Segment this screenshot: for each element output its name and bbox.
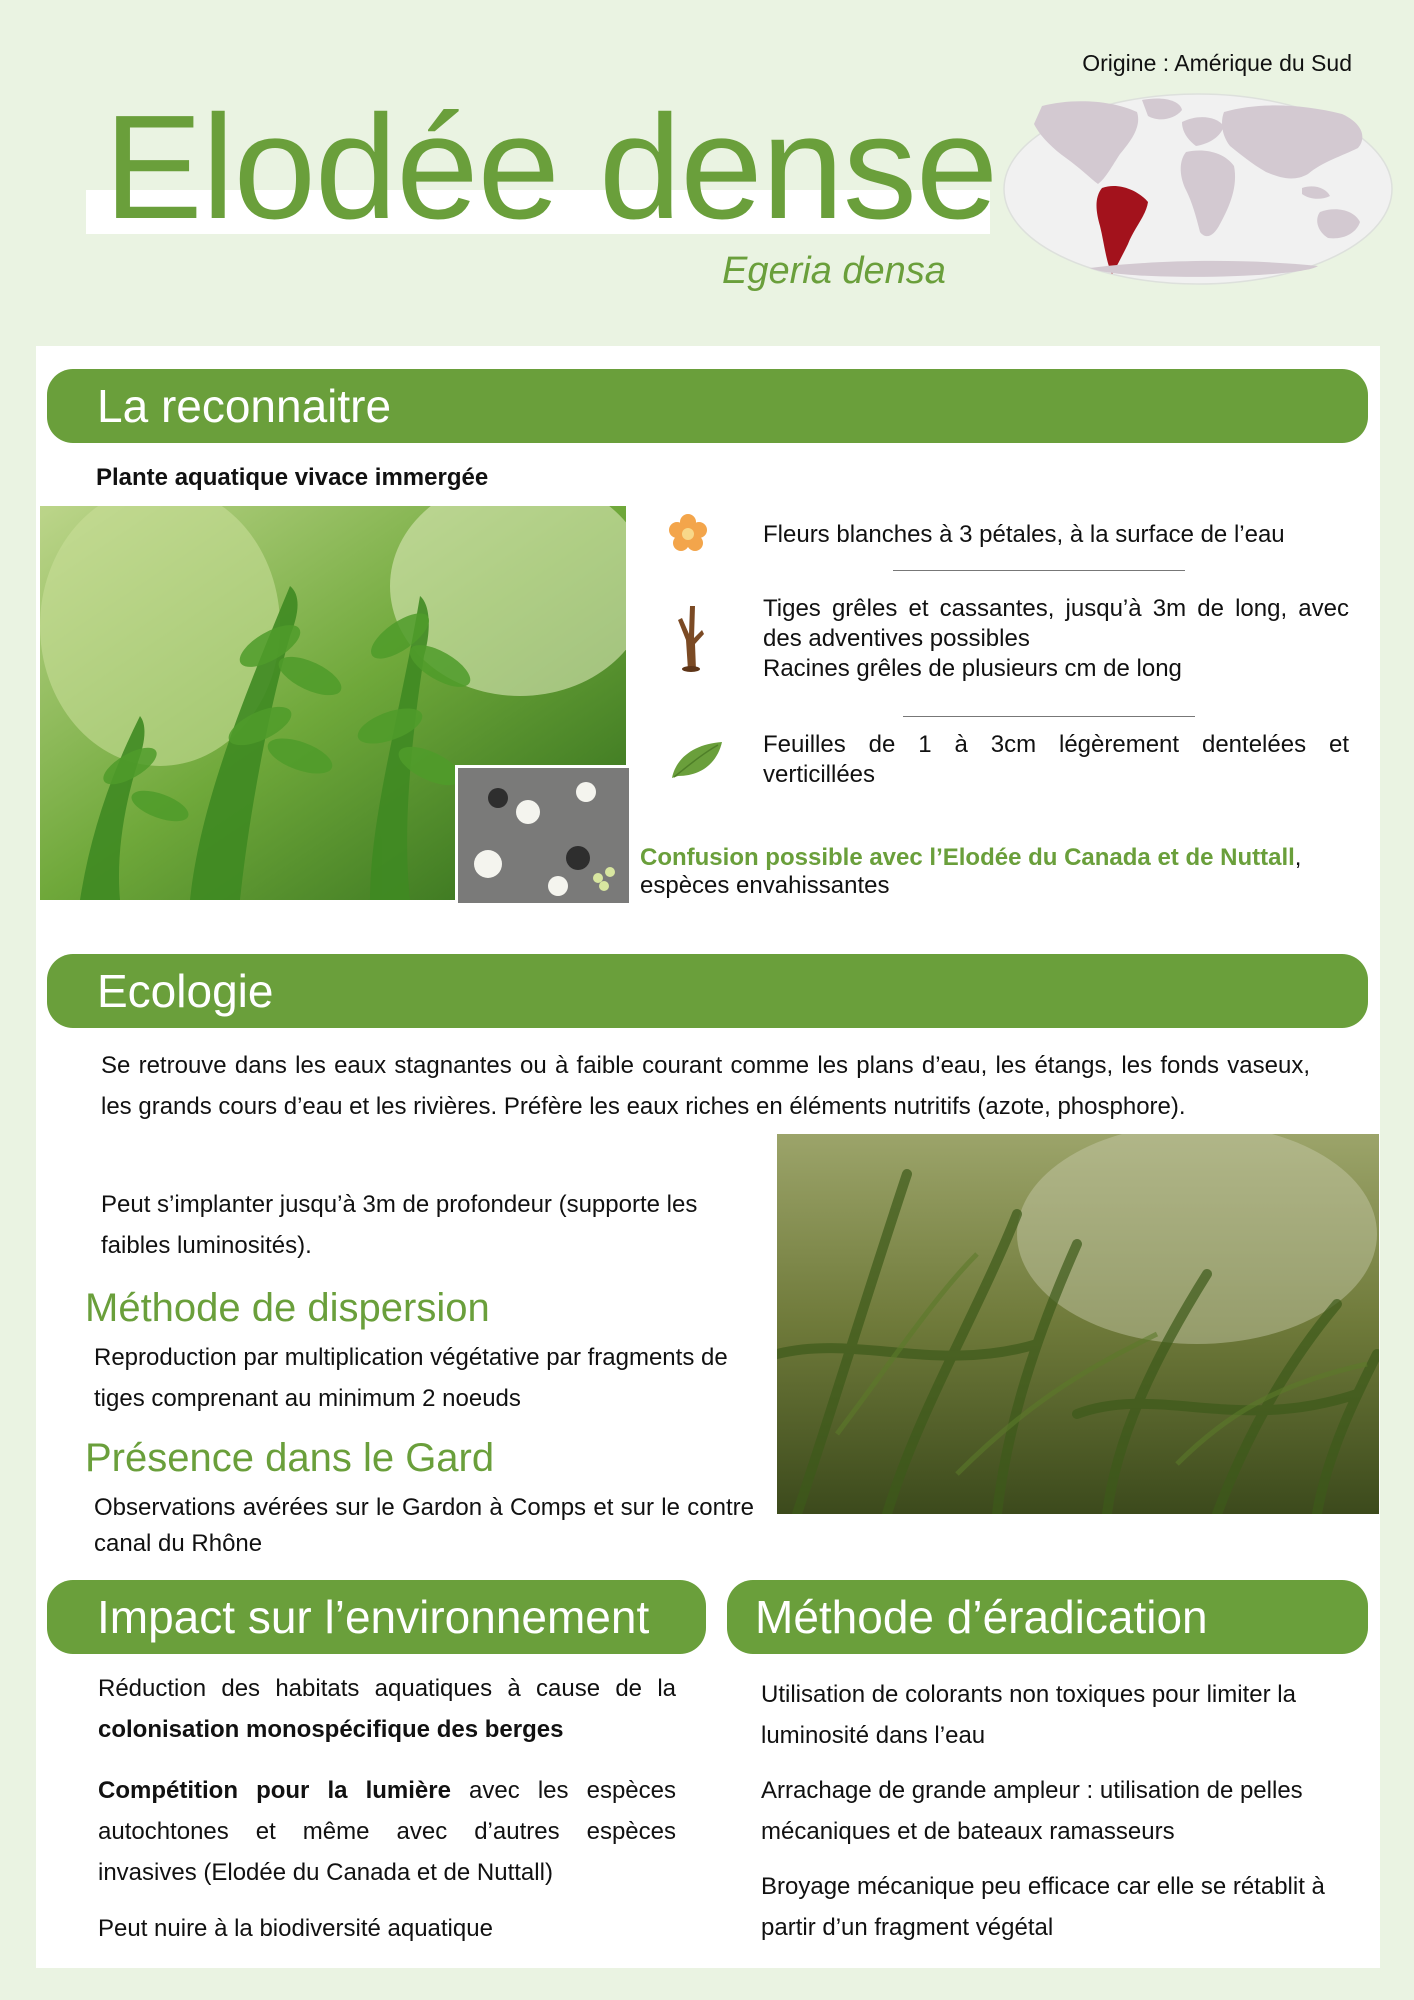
eradication-item-2: Arrachage de grande ampleur : utilisation de pelles mécaniques et de bateaux ramasseurs (761, 1777, 1303, 1845)
origin-label: Origine : Amérique du Sud (1082, 50, 1352, 76)
section-title: Ecologie (97, 965, 274, 1017)
feature-stems-line1: Tiges grêles et cassantes, jusqu’à 3m de long, avec des adventives possibles (763, 595, 1349, 652)
impact-p1-text: Réduction des habitats aquatiques à cause de la (98, 1675, 676, 1702)
separator (903, 716, 1195, 717)
impact-p1-bold: colonisation monospécifique des berges (98, 1716, 564, 1743)
impact-paragraph-3: Peut nuire à la biodiversité aquatique (98, 1915, 493, 1942)
dispersion-heading: Méthode de dispersion (85, 1286, 490, 1330)
dispersion-text: Reproduction par multiplication végétative par fragments de tiges comprenant au minimum 2 noeuds (94, 1344, 728, 1412)
presence-heading: Présence dans le Gard (85, 1436, 495, 1480)
impact-p2-bold: Compétition pour la lumière (98, 1777, 451, 1804)
section-header-ecology (47, 954, 1368, 1028)
underwater-photo (777, 1134, 1379, 1514)
section-title: La reconnaitre (97, 380, 392, 432)
eradication-item-1: Utilisation de colorants non toxiques pour limiter la luminosité dans l’eau (761, 1681, 1296, 1749)
feature-stems-line2: Racines grêles de plusieurs cm de long (763, 655, 1182, 682)
section-title: Méthode d’éradication (755, 1591, 1208, 1643)
separator (893, 570, 1185, 571)
feature-flowers: Fleurs blanches à 3 pétales, à la surface de l’eau (763, 521, 1285, 548)
flower-icon (666, 512, 710, 556)
feature-stems (763, 594, 1349, 684)
presence-text: Observations avérées sur le Gardon à Comps et sur le contre canal du Rhône (94, 1494, 754, 1557)
page-title: Elodée dense (104, 85, 998, 250)
impact-paragraph-2 (98, 1770, 676, 1893)
recognize-subtitle: Plante aquatique vivace immergée (96, 464, 489, 491)
ecology-paragraph-1: Se retrouve dans les eaux stagnantes ou à faible courant comme les plans d’eau, les étangs, les fonds vaseux, les grands cours d’eau et les rivières. Préfère les eaux riches en éléments nutritifs (azote, phosphore). (101, 1052, 1310, 1120)
impact-p2-text: avec les espèces autochtones et même avec d’autres espèces invasives (Elodée du Canada et de Nuttall) (98, 1777, 676, 1886)
confusion-note (640, 844, 1370, 900)
leaf-icon (670, 740, 724, 780)
latin-name: Egeria densa (722, 250, 946, 292)
impact-paragraph-1 (98, 1668, 676, 1750)
world-map (1002, 92, 1394, 286)
eradication-item-3: Broyage mécanique peu efficace car elle se rétablit à partir d’un fragment végétal (761, 1873, 1325, 1941)
section-title: Impact sur l’environnement (97, 1591, 650, 1643)
confusion-rest: , espèces envahissantes (640, 844, 1302, 899)
confusion-species: Confusion possible avec l’Elodée du Canada et de Nuttall (640, 844, 1295, 871)
section-header-recognize (47, 369, 1368, 443)
feature-leaves: Feuilles de 1 à 3cm légèrement dentelées et verticillées (763, 731, 1349, 788)
section-header-eradication (727, 1580, 1368, 1654)
ecology-paragraph-2: Peut s’implanter jusqu’à 3m de profondeur (supporte les faibles luminosités). (101, 1191, 698, 1259)
section-header-impact (47, 1580, 706, 1654)
flower-photo (455, 765, 632, 906)
stem-icon (676, 604, 706, 672)
